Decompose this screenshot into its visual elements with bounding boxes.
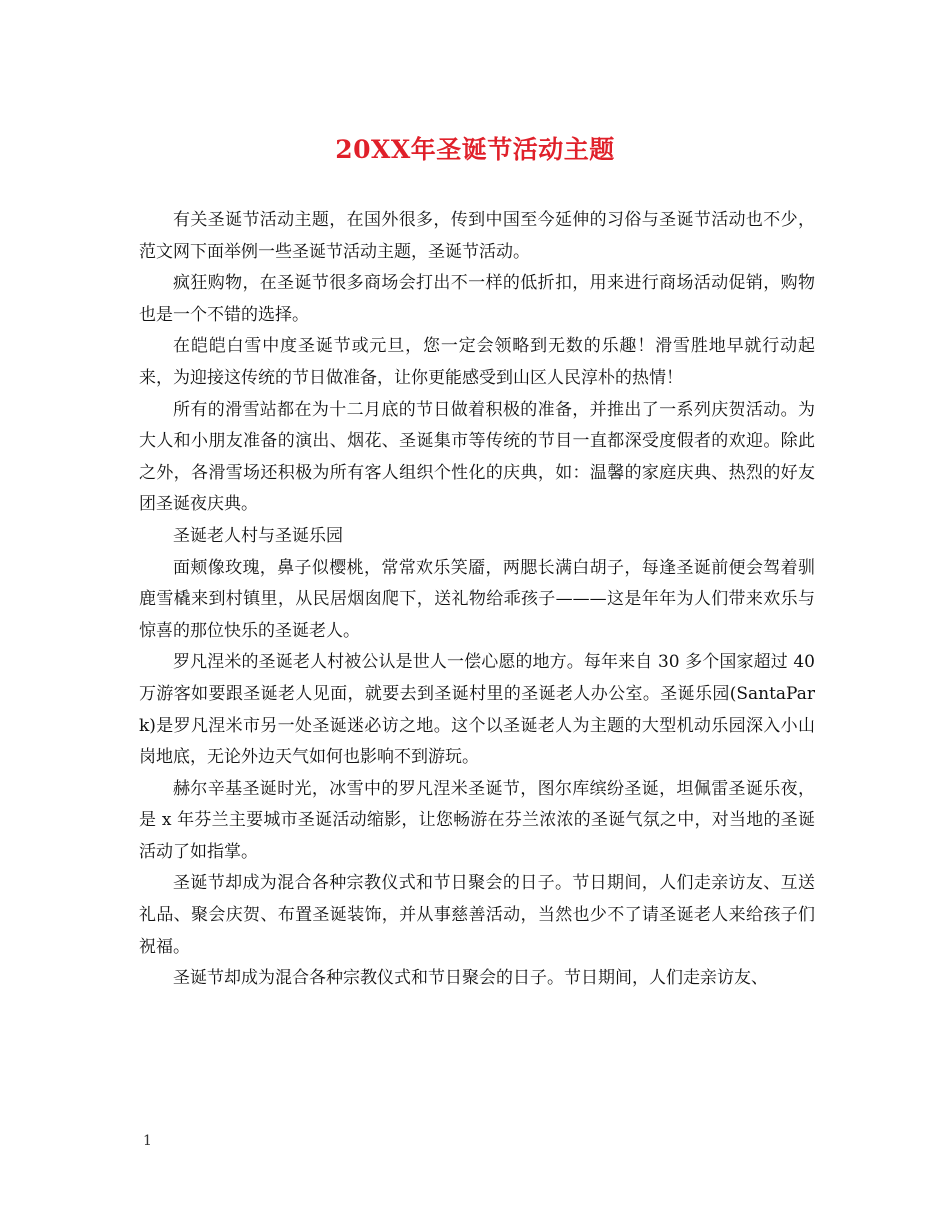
document-body <box>139 205 815 995</box>
paragraph: 疯狂购物，在圣诞节很多商场会打出不一样的低折扣，用来进行商场活动促销，购物也是一个不错的选择。 <box>139 273 815 325</box>
paragraph: 有关圣诞节活动主题，在国外很多，传到中国至今延伸的习俗与圣诞节活动也不少，范文网下面举例一些圣诞节活动主题，圣诞节活动。 <box>139 210 815 262</box>
paragraph: 圣诞节却成为混合各种宗教仪式和节日聚会的日子。节日期间，人们走亲访友、 <box>173 968 768 989</box>
paragraph: 圣诞节却成为混合各种宗教仪式和节日聚会的日子。节日期间，人们走亲访友、互送礼品、聚会庆贺、布置圣诞装饰，并从事慈善活动，当然也少不了请圣诞老人来给孩子们祝福。 <box>139 873 815 957</box>
paragraph: 在皑皑白雪中度圣诞节或元旦，您一定会领略到无数的乐趣！滑雪胜地早就行动起来，为迎接这传统的节日做准备，让你更能感受到山区人民淳朴的热情！ <box>139 336 815 388</box>
paragraph: 面颊像玫瑰，鼻子似樱桃，常常欢乐笑靥，两腮长满白胡子，每逢圣诞前便会驾着驯鹿雪橇来到村镇里，从民居烟囱爬下，送礼物给乖孩子———这是年年为人们带来欢乐与惊喜的那位快乐的圣诞老人。 <box>139 557 815 641</box>
paragraph: 所有的滑雪站都在为十二月底的节日做着积极的准备，并推出了一系列庆贺活动。为大人和小朋友准备的演出、烟花、圣诞集市等传统的节目一直都深受度假者的欢迎。除此之外，各滑雪场还积极为所有客人组织个性化的庆典，如：温馨的家庭庆典、热烈的好友团圣诞夜庆典。 <box>139 399 815 515</box>
document-title: 20XX年圣诞节活动主题 <box>335 135 615 164</box>
paragraph: 罗凡涅米的圣诞老人村被公认是世人一偿心愿的地方。每年来自 30 多个国家超过 40 万游客如要跟圣诞老人见面，就要去到圣诞村里的圣诞老人办公室。圣诞乐园(SantaPark)是罗凡涅米市另一处圣诞迷必访之地。这个以圣诞老人为主题的大型机动乐园深入小山岗地底，无论外边天气如何也影响不到游玩。 <box>139 652 815 768</box>
paragraph: 赫尔辛基圣诞时光，冰雪中的罗凡涅米圣诞节，图尔库缤纷圣诞，坦佩雷圣诞乐夜，是 x 年芬兰主要城市圣诞活动缩影，让您畅游在芬兰浓浓的圣诞气氛之中，对当地的圣诞活动了如指掌。 <box>139 778 815 862</box>
section-heading: 圣诞老人村与圣诞乐园 <box>173 525 343 546</box>
page-number: 1 <box>143 1133 152 1149</box>
